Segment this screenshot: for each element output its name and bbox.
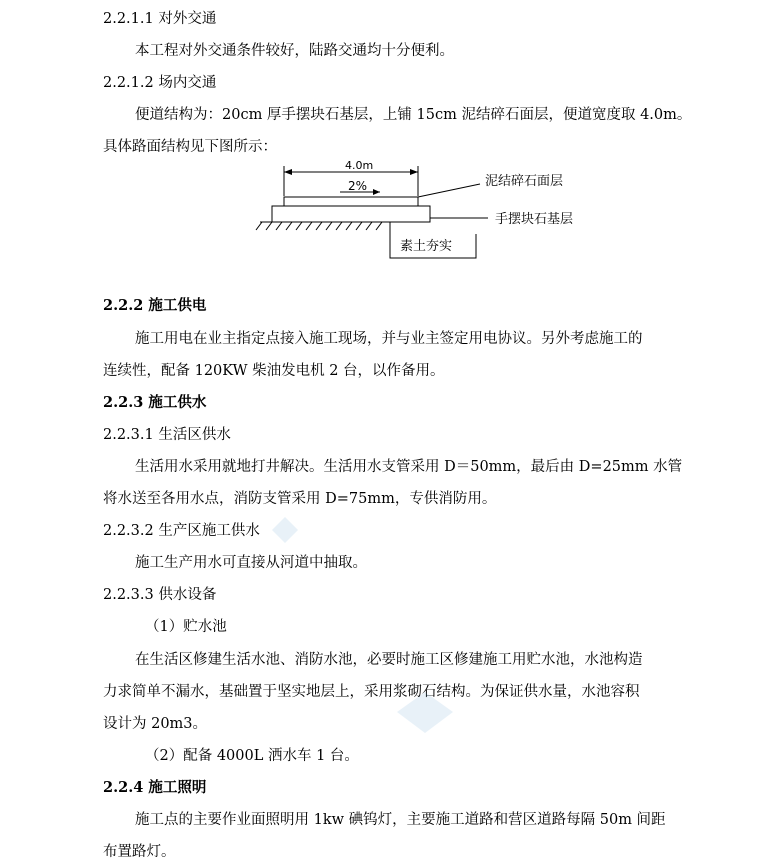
paragraph-reservoir-2: 力求简单不漏水，基础置于坚实地层上，采用浆砌石结构。为保证供水量，水池容积 [103, 684, 640, 700]
paragraph-power-2: 连续性，配备 120KW 柴油发电机 2 台，以作备用。 [103, 363, 445, 379]
paragraph-reservoir-1: 在生活区修建生活水池、消防水池，必要时施工区修建施工用贮水池，水池构造 [135, 652, 643, 668]
paragraph-production-water: 施工生产用水可直接从河道中抽取。 [135, 555, 367, 571]
slope-label: 2% [348, 179, 368, 193]
base-layer-label: 手摆块石基层 [495, 212, 574, 227]
paragraph-living-water-1: 生活用水采用就地打井解决。生活用水支管采用 D＝50mm，最后由 D=25mm 水管 [135, 459, 683, 475]
paragraph-lighting-1: 施工点的主要作业面照明用 1kw 碘钨灯，主要施工道路和营区道路每隔 50m 间距 [135, 812, 666, 828]
surface-layer [284, 197, 418, 206]
width-label: 4.0m [345, 160, 374, 172]
base-layer [272, 206, 430, 222]
list-item-reservoir: （1）贮水池 [145, 619, 227, 635]
heading-2-2-2: 2.2.2 施工供电 [103, 297, 207, 314]
heading-2-2-3: 2.2.3 施工供水 [103, 394, 207, 411]
subgrade-label: 素土夯实 [400, 239, 453, 254]
watermark-logo-icon [270, 515, 300, 545]
paragraph-site-traffic-1: 便道结构为：20cm 厚手摆块石基层，上铺 15cm 泥结碎石面层，便道宽度取 4.0m。 [135, 107, 692, 123]
paragraph-reservoir-3: 设计为 20m3。 [103, 716, 208, 732]
heading-2-2-3-1: 2.2.3.1 生活区供水 [103, 427, 231, 443]
paragraph-external-traffic: 本工程对外交通条件较好，陆路交通均十分便利。 [135, 43, 454, 59]
road-structure-diagram [240, 160, 660, 265]
ground-hatch [256, 222, 382, 230]
list-item-sprinkler: （2）配备 4000L 洒水车 1 台。 [145, 748, 359, 764]
heading-2-2-3-3: 2.2.3.3 供水设备 [103, 587, 217, 603]
surface-layer-label: 泥结碎石面层 [485, 174, 564, 189]
paragraph-power-1: 施工用电在业主指定点接入施工现场，并与业主签定用电协议。另外考虑施工的 [135, 331, 643, 347]
paragraph-lighting-2: 布置路灯。 [103, 844, 176, 860]
paragraph-living-water-2: 将水送至各用水点，消防支管采用 D=75mm，专供消防用。 [103, 491, 497, 507]
watermark-logo-icon [395, 690, 455, 735]
heading-2-2-1-2: 2.2.1.2 场内交通 [103, 75, 217, 91]
heading-2-2-4: 2.2.4 施工照明 [103, 779, 207, 796]
heading-2-2-1-1: 2.2.1.1 对外交通 [103, 11, 217, 27]
paragraph-site-traffic-2: 具体路面结构见下图所示： [103, 139, 277, 155]
heading-2-2-3-2: 2.2.3.2 生产区施工供水 [103, 523, 260, 539]
